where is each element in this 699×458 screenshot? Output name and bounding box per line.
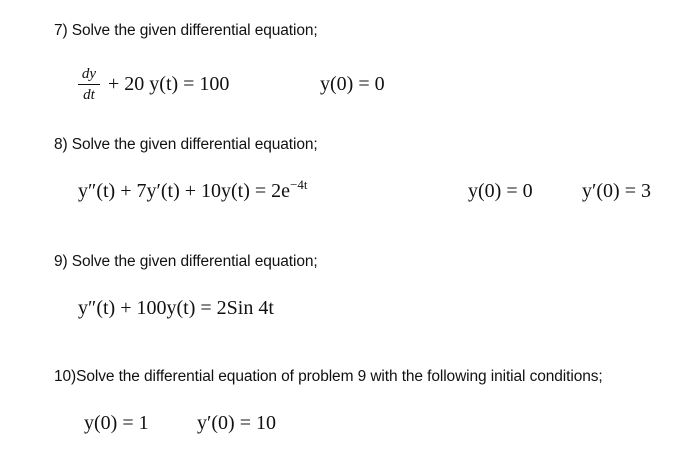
problem-7-derivative-fraction [78, 66, 100, 103]
problem-8-equation [78, 177, 308, 203]
fraction-bar [78, 84, 100, 85]
problem-10-initial-condition-2: y′(0) = 10 [197, 412, 276, 434]
problem-9-label: 9) Solve the given differential equation; [54, 253, 318, 270]
problem-8-exponent: −4t [290, 177, 308, 192]
fraction-numerator: dy [81, 66, 97, 82]
problem-10-initial-condition-1: y(0) = 1 [84, 412, 149, 434]
problem-9-equation: y″(t) + 100y(t) = 2Sin 4t [78, 297, 274, 319]
fraction-denominator: dt [83, 87, 95, 103]
problem-7-equation: + 20 y(t) = 100 [108, 73, 230, 95]
problem-8-label: 8) Solve the given differential equation; [54, 136, 318, 153]
problem-7-initial-condition: y(0) = 0 [320, 73, 385, 95]
problem-8-initial-condition-1: y(0) = 0 [468, 180, 533, 202]
problem-8-equation-body: y″(t) + 7y′(t) + 10y(t) = 2e [78, 180, 291, 202]
problem-8-initial-condition-2: y′(0) = 3 [582, 180, 651, 202]
problem-7-label: 7) Solve the given differential equation; [54, 22, 318, 39]
problem-10-label: 10)Solve the differential equation of problem 9 with the following initial conditions; [54, 368, 603, 385]
